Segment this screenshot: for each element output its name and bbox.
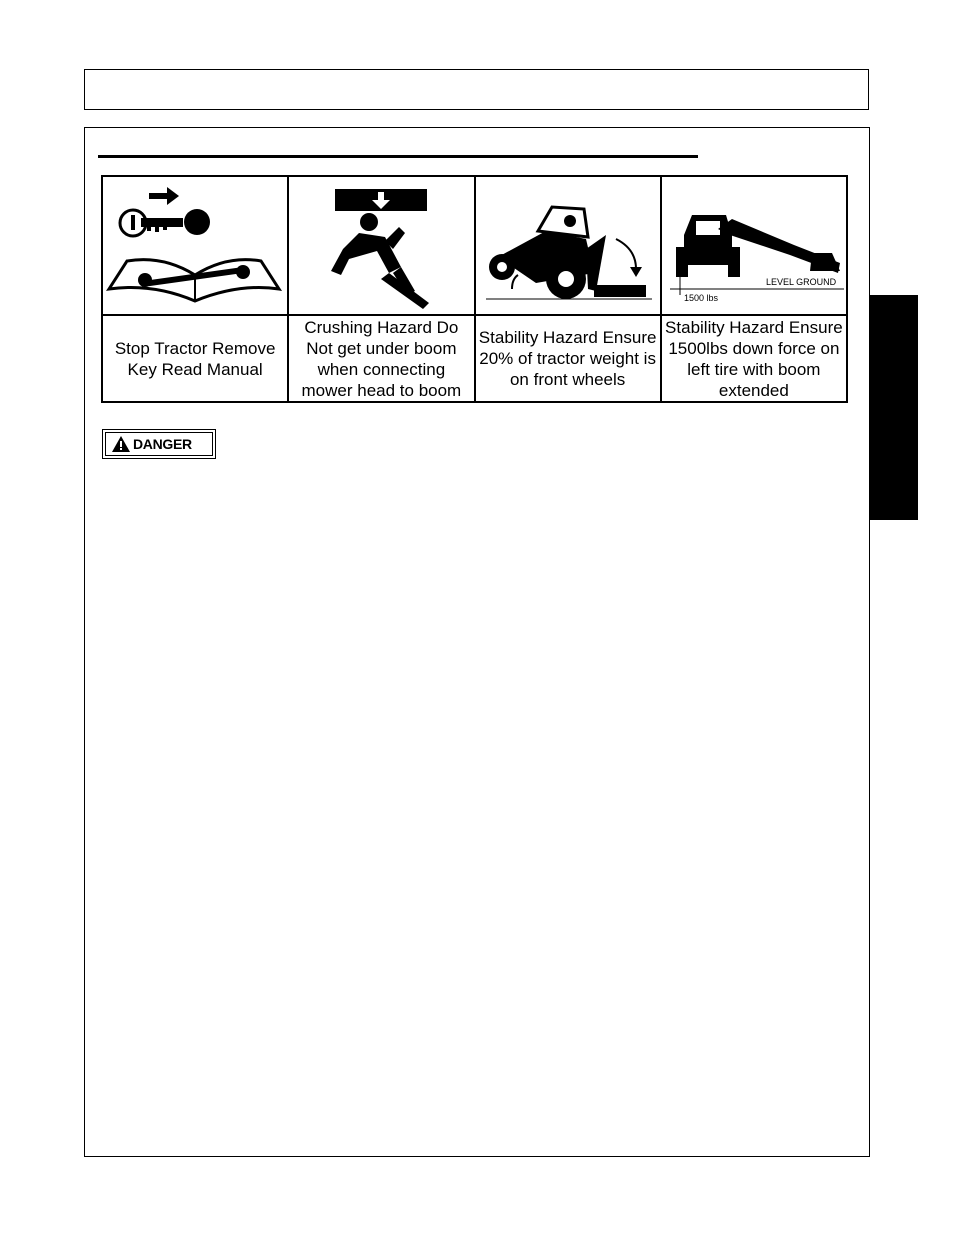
decal-caption-text: Crushing Hazard Do Not get under boom when connecting mower head to boom: [301, 317, 462, 400]
tractor-tipping-icon: [476, 179, 660, 313]
safety-decal-table: [101, 175, 848, 403]
section-rule: [98, 155, 698, 158]
section-side-tab: [869, 295, 918, 520]
boom-extended-tractor-icon: [662, 179, 846, 313]
decal-caption-text: Stop Tractor Remove Key Read Manual: [114, 338, 276, 379]
crushing-hazard-icon: [289, 179, 473, 313]
decal-caption-3: [475, 315, 661, 402]
decal-caption-2: [288, 315, 474, 402]
danger-badge: [102, 429, 216, 459]
decal-caption-4: [661, 315, 847, 402]
decal-picture-2: [288, 176, 474, 315]
decal-caption-text: Stability Hazard Ensure 1500lbs down force on left tire with boom extended: [665, 317, 843, 400]
danger-badge-inner: [105, 432, 213, 456]
decal-picture-4: [661, 176, 847, 315]
level-ground-label: LEVEL GROUND: [765, 276, 837, 287]
key-and-manual-icon: [103, 179, 287, 313]
danger-label: DANGER: [133, 436, 192, 452]
decal-picture-1: [102, 176, 288, 315]
page-header-box: [84, 69, 869, 110]
decal-caption-1: [102, 315, 288, 402]
force-value-label: 1500 lbs: [683, 292, 718, 303]
warning-triangle-icon: [112, 436, 130, 452]
decal-picture-3: [475, 176, 661, 315]
decal-caption-text: Stability Hazard Ensure 20% of tractor weight is on front wheels: [478, 328, 657, 389]
